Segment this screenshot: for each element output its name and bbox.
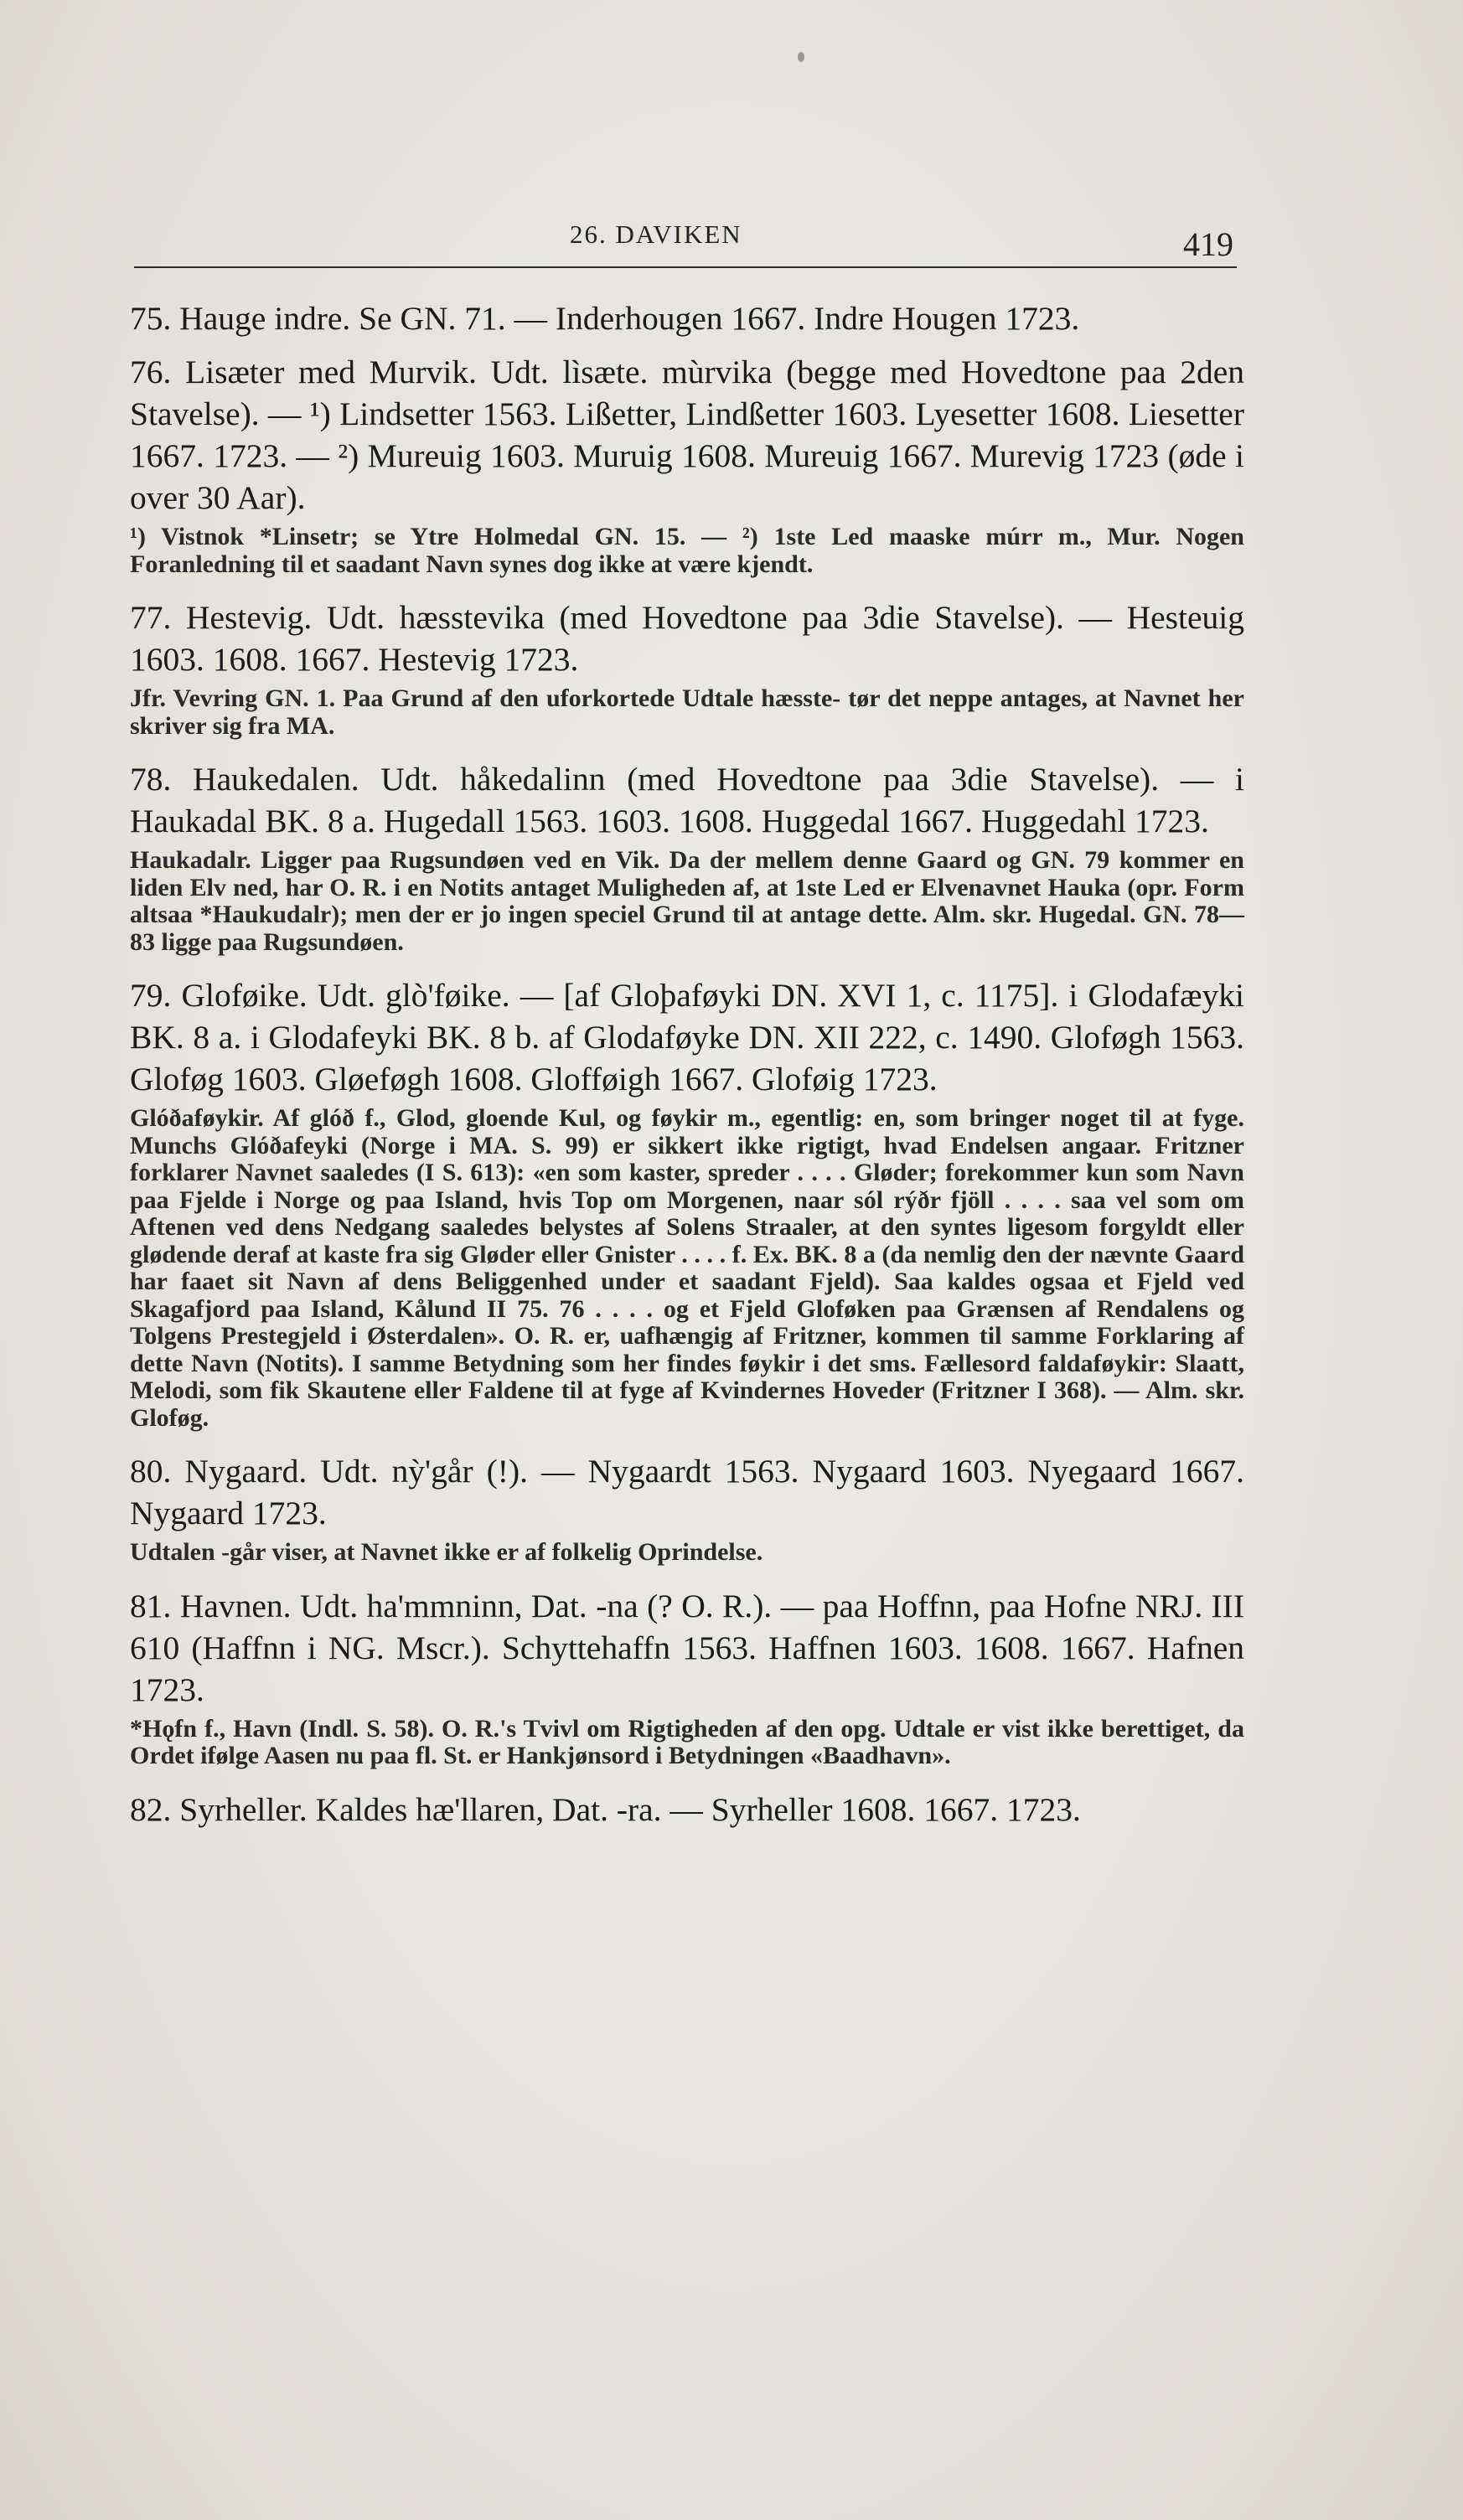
entry-75: 75. Hauge indre. Se GN. 71. — Inderhougen 1667. Indre Hougen 1723. bbox=[130, 300, 1080, 337]
entry-82: 82. Syrheller. Kaldes hæ'llaren, Dat. -ra. — Syrheller 1608. 1667. 1723. bbox=[130, 1790, 1081, 1828]
entry-79-note: Glóðaføykir. Af glóð f., Glod, gloende Kul, og føykir m., egentlig: en, som bringer noget til at fyge. Munchs Glóðafeyki (Norge i MA. S. 99) er sikkert ikke rigtigt, hvad Endelsen angaar. Fritzner forklarer Navnet saaledes (I S. 613): «en som kaster, spreder . . . . Gløder; forekommer kun som Navn paa Fjelde i Norge og paa Island, hvis Top om Morgenen, naar sól rýðr fjöll . . . . saa vel som om Aftenen ved dens Nedgang saaledes belystes af Solens Straaler, at den syntes ligesom forgyldt eller glødende deraf at kaste fra sig Gløder eller Gnister . . . . f. Ex. BK. 8 a (da nemlig den der nævnte Gaard har faaet sit Navn af dens Beliggenhed under et saadant Fjeld). Saa kaldes ogsaa et Fjeld ved Skagafjord paa Island, Kålund II 75. 76 . . . . og et Fjeld Gloføken paa Grænsen af Rendalens og Tolgens Prestegjeld i Østerdalen». O. R. er, uafhængig af Fritzner, kommen til samme Forklaring af dette Navn (Notits). I samme Betydning som her findes føykir i det sms. Fællesord faldaføykir: Slaatt, Melodi, som fik Skautene eller Faldene til at fyge af Kvindernes Hoveder (Fritzner I 368). — Alm. skr. Gloføg. bbox=[130, 1104, 1244, 1432]
page-number: 419 bbox=[1183, 225, 1233, 263]
entry-80-note: Udtalen -går viser, at Navnet ikke er af folkelig Oprindelse. bbox=[130, 1538, 763, 1566]
entry-78: 78. Haukedalen. Udt. håkedalinn (med Hovedtone paa 3die Stavelse). — i Haukadal BK. 8 a. Hugedall 1563. 1603. 1608. Huggedal 1667. Huggedahl 1723. bbox=[130, 761, 1244, 839]
entry-81: 81. Havnen. Udt. ha'mmninn, Dat. -na (? O. R.). — paa Hoffnn, paa Hofne NRJ. III 610 (Haffnn i NG. Mscr.). Schyttehaffn 1563. Haffnen 1603. 1608. 1667. Hafnen 1723. bbox=[130, 1587, 1244, 1708]
entries bbox=[130, 297, 1244, 1831]
running-head: 26. DAVIKEN bbox=[570, 219, 742, 249]
ink-spot bbox=[798, 52, 804, 62]
entry-77: 77. Hestevig. Udt. hæsstevika (med Hovedtone paa 3die Stavelse). — Hesteuig 1603. 1608. 1667. Hestevig 1723. bbox=[130, 599, 1244, 678]
entry-79: 79. Gloføike. Udt. glò'føike. — [af Gloþaføyki DN. XVI 1, c. 1175]. i Glodafæyki BK. 8 a. i Glodafeyki BK. 8 b. af Glodaføyke DN. XII 222, c. 1490. Gloføgh 1563. Gloføg 1603. Gløeføgh 1608. Glofføigh 1667. Gloføig 1723. bbox=[130, 977, 1244, 1097]
entry-76: 76. Lisæter med Murvik. Udt. lìsæte. mùrvika (begge med Hovedtone paa 2den Stavelse). — ¹) Lindsetter 1563. Lißetter, Lindßetter 1603. Lyesetter 1608. Liesetter 1667. 1723. — ²) Mureuig 1603. Muruig 1608. Mureuig 1667. Murevig 1723 (øde i over 30 Aar). bbox=[130, 354, 1244, 516]
page-header bbox=[134, 216, 1237, 268]
entry-76-note: ¹) Vistnok *Linsetr; se Ytre Holmedal GN. 15. — ²) 1ste Led maaske múrr m., Mur. Nogen Foranledning til et saadant Navn synes dog ikke at være kjendt. bbox=[130, 523, 1244, 578]
entry-80: 80. Nygaard. Udt. nỳ'går (!). — Nygaardt 1563. Nygaard 1603. Nyegaard 1667. Nygaard 1723. bbox=[130, 1453, 1244, 1531]
entry-77-note: Jfr. Vevring GN. 1. Paa Grund af den uforkortede Udtale hæsste- tør det neppe antages, at Navnet her skriver sig fra MA. bbox=[130, 684, 1244, 740]
entry-78-note: Haukadalr. Ligger paa Rugsundøen ved en Vik. Da der mellem denne Gaard og GN. 79 kommer en liden Elv ned, har O. R. i en Notits antaget Muligheden af, at 1ste Led er Elvenavnet Hauka (opr. Form altsaa *Haukudalr); men der er jo ingen speciel Grund til at antage dette. Alm. skr. Hugedal. GN. 78—83 ligge paa Rugsundøen. bbox=[130, 846, 1244, 956]
entry-81-note: *Hǫfn f., Havn (Indl. S. 58). O. R.'s Tvivl om Rigtigheden af den opg. Udtale er vist ikke berettiget, da Ordet ifølge Aasen nu paa fl. St. er Hankjønsord i Betydningen «Baadhavn». bbox=[130, 1714, 1244, 1769]
